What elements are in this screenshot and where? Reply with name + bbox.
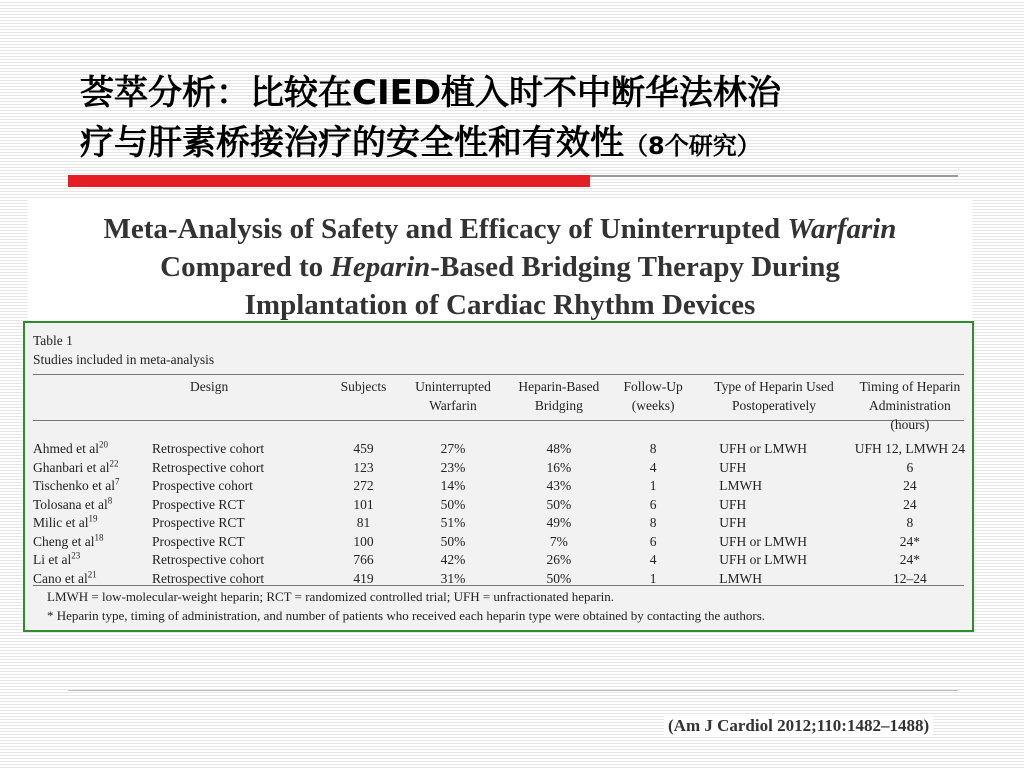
study-name: Li et $al^{23}$	[33, 550, 81, 567]
table-label: Table 1	[33, 333, 73, 348]
study-design: Prospective RCT	[152, 515, 245, 530]
study-subjects: 101	[353, 496, 374, 512]
study-heparin-type: UFH or LMWH	[719, 533, 807, 549]
study-table	[23, 321, 974, 632]
study-followup: 4	[649, 552, 657, 567]
study-heparin: 48%	[546, 441, 572, 456]
study-warfarin: 27%	[440, 441, 466, 456]
table-row	[31, 514, 967, 533]
study-heparin: 43%	[546, 478, 572, 493]
studies-table	[31, 375, 967, 588]
header-study	[31, 375, 150, 434]
header-subjects: Subjects	[340, 379, 387, 394]
study-design: Retrospective cohort	[152, 441, 265, 456]
table-row	[31, 551, 967, 570]
table-caption: Studies included in meta-analysis	[33, 352, 215, 367]
study-heparin-timing: 12–24	[893, 570, 927, 586]
header-heparin-timing: Timing of Heparin Administration (hours)	[859, 379, 961, 432]
header-heparin: Heparin-Based Bridging	[518, 379, 600, 413]
study-warfarin: 14%	[440, 478, 466, 493]
study-followup: 1	[649, 478, 657, 493]
study-subjects: 123	[353, 459, 374, 475]
study-subjects: 419	[353, 570, 374, 586]
study-design: Prospective cohort	[152, 478, 253, 493]
study-heparin-type: LMWH	[719, 478, 762, 493]
study-design: Retrospective cohort	[152, 552, 265, 567]
header-warfarin: Uninterrupted Warfarin	[415, 379, 491, 413]
study-heparin-timing: 24	[903, 478, 917, 493]
table-row	[31, 496, 967, 515]
study-heparin-type: UFH or LMWH	[719, 441, 807, 456]
study-heparin: 7%	[549, 533, 568, 549]
study-heparin: 26%	[546, 552, 572, 567]
paper-title-line1: Meta-Analysis of Safety and Efficacy of Uninterrupted Warfarin	[103, 213, 897, 245]
study-heparin-type: UFH	[719, 496, 747, 512]
study-name: Milic et $al^{19}$	[33, 513, 98, 530]
study-heparin-timing: UFH 12, LMWH 24	[854, 441, 965, 456]
study-heparin-type: UFH	[719, 515, 747, 530]
study-heparin: 49%	[546, 515, 572, 530]
table-row	[31, 459, 967, 478]
study-heparin-type: LMWH	[719, 570, 762, 586]
study-warfarin: 50%	[440, 533, 466, 549]
title-divider-grey	[590, 175, 958, 177]
footnote-abbreviations: LMWH = low-molecular-weight heparin; RCT = randomized controlled trial; UFH = unfractionated heparin.	[47, 589, 614, 604]
study-followup: 8	[649, 515, 657, 530]
study-name: Cheng et $al^{18}$	[33, 532, 104, 549]
table-row	[31, 533, 967, 552]
study-design: Retrospective cohort	[152, 459, 265, 475]
study-name: Ghanbari et $al^{22}$	[33, 458, 119, 475]
study-heparin: 50%	[546, 570, 572, 586]
citation: (Am J Cardiol 2012;110:1482–1488)	[664, 716, 933, 736]
study-warfarin: 51%	[440, 515, 466, 530]
study-design: Prospective RCT	[152, 533, 245, 549]
study-heparin-timing: 24*	[899, 533, 920, 549]
study-subjects: 459	[353, 441, 374, 456]
study-subjects: 272	[353, 478, 374, 493]
study-subjects: 766	[353, 552, 374, 567]
paper-title-line2: Compared to Heparin-Based Bridging Therapy During	[160, 251, 840, 283]
study-heparin-timing: 24*	[899, 552, 920, 567]
study-followup: 1	[649, 570, 657, 586]
study-followup: 6	[649, 533, 657, 549]
study-followup: 6	[649, 496, 657, 512]
title-divider	[68, 175, 958, 187]
bottom-divider	[68, 690, 958, 691]
study-name: Tischenko et $al^7$	[33, 476, 120, 493]
study-design: Retrospective cohort	[152, 570, 265, 586]
study-warfarin: 23%	[440, 459, 466, 475]
study-warfarin: 50%	[440, 496, 466, 512]
slide-title	[80, 68, 980, 171]
study-followup: 8	[649, 441, 657, 456]
slide-title-line1: 荟萃分析：比较在CIED植入时不中断华法林治	[80, 73, 782, 113]
study-subjects: 100	[353, 533, 374, 549]
table-row	[31, 477, 967, 496]
table-row	[31, 434, 967, 459]
study-heparin-type: UFH	[719, 459, 747, 475]
study-heparin-timing: 8	[906, 515, 914, 530]
study-warfarin: 31%	[440, 570, 466, 586]
study-count: （8个研究）	[624, 132, 761, 160]
study-heparin: 16%	[546, 459, 572, 475]
study-name: Tolosana et $al^8$	[33, 495, 113, 512]
study-warfarin: 42%	[440, 552, 466, 567]
study-heparin-timing: 6	[906, 459, 914, 475]
slide-title-line2: 疗与肝素桥接治疗的安全性和有效性（8个研究）	[80, 123, 761, 163]
paper-title	[28, 198, 972, 324]
header-followup: Follow-Up (weeks)	[623, 379, 683, 413]
footnote-asterisk: * Heparin type, timing of administration, and number of patients who received each heparin type were obtained by contacting the authors.	[47, 608, 766, 623]
study-design: Prospective RCT	[152, 496, 245, 512]
paper-title-line3: Implantation of Cardiac Rhythm Devices	[244, 289, 756, 321]
study-heparin-timing: 24	[903, 496, 917, 512]
title-divider-red	[68, 175, 590, 187]
study-name: Cano et $al^{21}$	[33, 569, 97, 586]
study-heparin-type: UFH or LMWH	[719, 552, 807, 567]
study-heparin: 50%	[546, 496, 572, 512]
table-bottom-rule	[33, 585, 964, 586]
study-followup: 4	[649, 459, 657, 475]
header-design: Design	[190, 379, 229, 394]
header-heparin-type: Type of Heparin Used Postoperatively	[714, 379, 834, 413]
study-subjects: 81	[356, 515, 371, 530]
study-name: Ahmed et $al^{20}$	[33, 439, 108, 456]
table-header-row	[31, 375, 967, 434]
